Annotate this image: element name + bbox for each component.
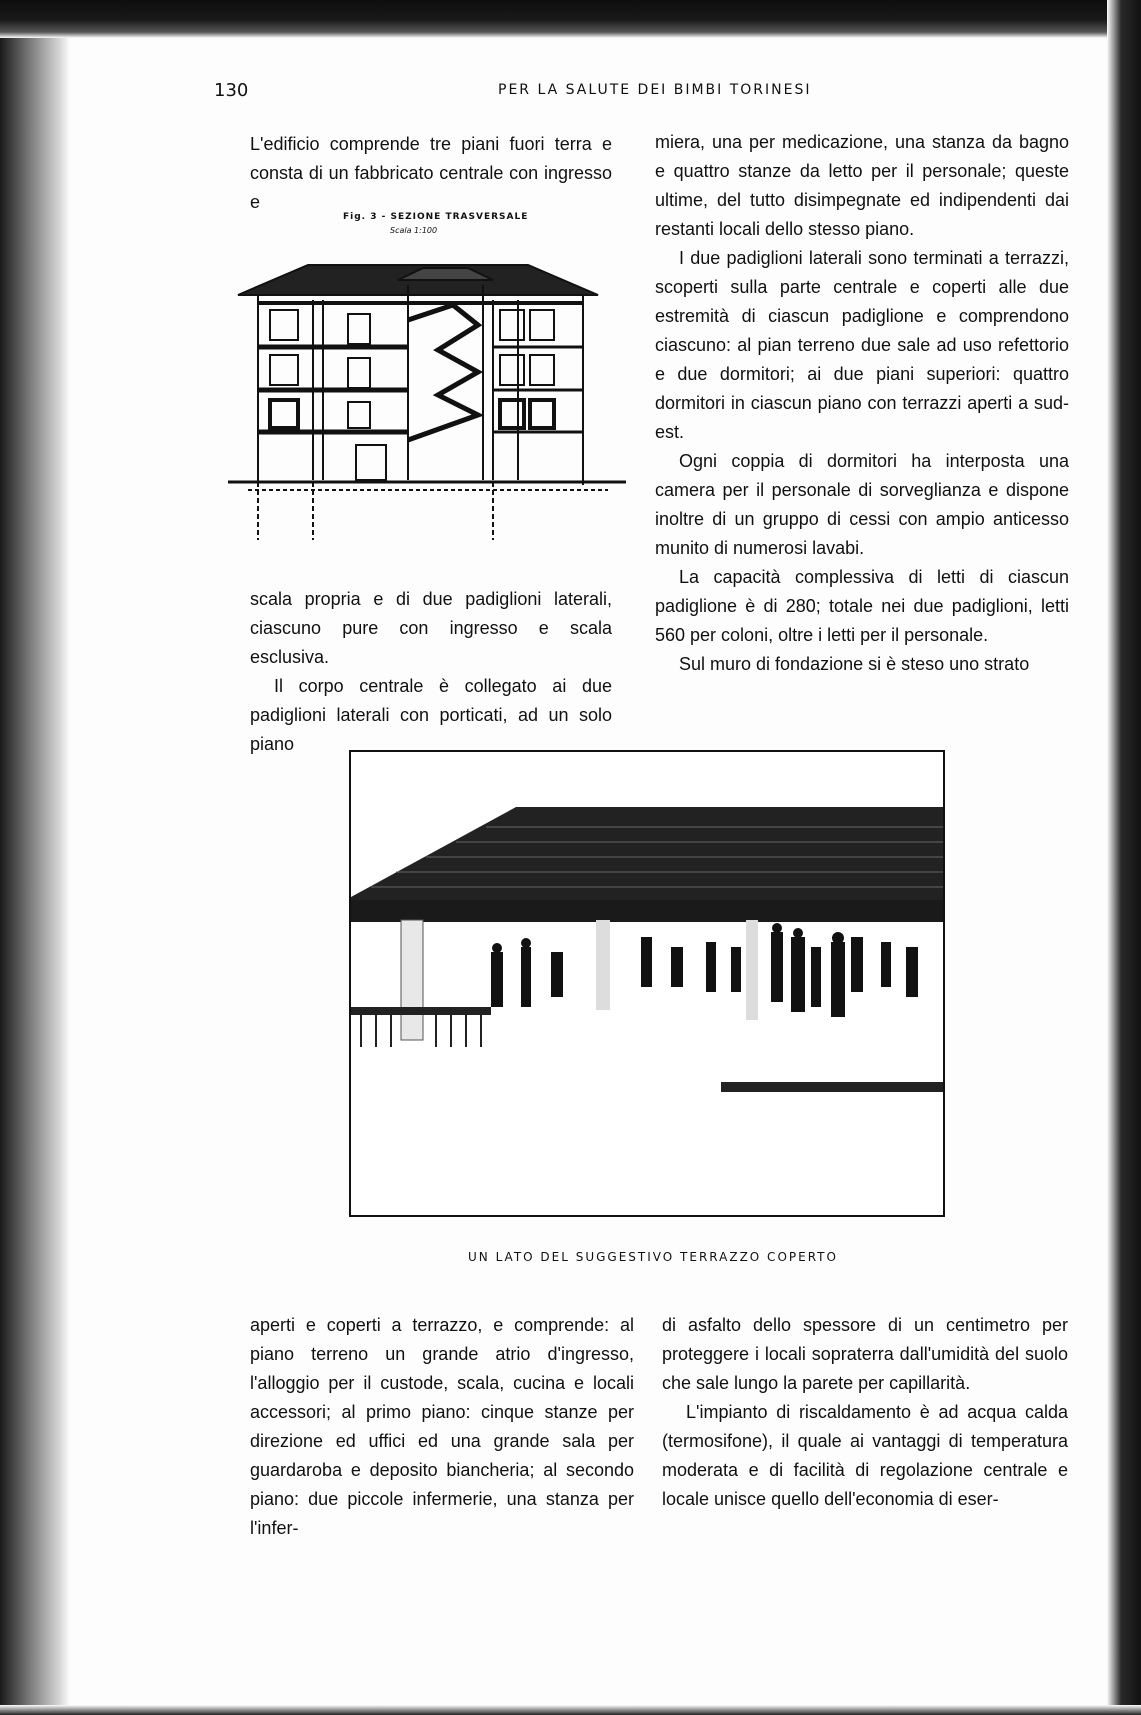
paragraph: L'edificio comprende tre piani fuori terra e consta di un fabbricato centrale con ingresso e: [250, 134, 612, 212]
column-bottom-right: [662, 1311, 1068, 1514]
scan-top-edge: [0, 0, 1141, 38]
paragraph: di asfalto dello spessore di un centimetro per proteggere i locali sopraterra dall'umidità del suolo che sale lungo la parete per capillarità.: [662, 1315, 1068, 1393]
terrace-photo: [349, 750, 945, 1217]
page-number: 130: [214, 80, 249, 101]
scan-right-edge: [1107, 0, 1141, 1715]
paragraph: Sul muro di fondazione si è steso uno strato: [679, 654, 1030, 674]
paragraph: I due padiglioni laterali sono terminati a terrazzi, scoperti sulla parte centrale e coperti alle due estremità di ciascun padiglione e comprendono ciascuno: al pian terreno due sale ad uso refettorio e due dormitori; ai due piani superiori: quattro dormitori in ciascun piano con terrazzi aperti a sud-est.: [655, 248, 1069, 442]
paragraph: La capacità complessiva di letti di ciascun padiglione è di 280; totale nei due padiglioni, letti 560 per coloni, oltre i letti per il personale.: [655, 567, 1069, 645]
page-header: [214, 80, 1070, 102]
scan-bottom-edge: [0, 1705, 1141, 1715]
figure-caption: Fig. 3 - SEZIONE TRASVERSALE: [343, 212, 529, 222]
column-top-left: [250, 130, 612, 217]
paragraph: L'impianto di riscaldamento è ad acqua calda (termosifone), il quale ai vantaggi di temperatura moderata e di facilità di regolazione centrale e locale unisce quello dell'economia di eser-: [662, 1402, 1068, 1509]
column-right: [655, 128, 1069, 679]
column-bottom-left: [250, 1311, 634, 1543]
figure-scale: Scala 1:100: [390, 226, 438, 235]
book-spine-shadow: [0, 0, 70, 1715]
paragraph: aperti e coperti a terrazzo, e comprende: al piano terreno un grande atrio d'ingresso, l'alloggio per il custode, scala, cucina e locali accessori; al primo piano: cinque stanze per direzione ed uffici ed una grande sala per guardaroba e deposito biancheria; al secondo piano: due piccole infermerie, una stanza per l'infer-: [250, 1315, 634, 1538]
paragraph: scala propria e di due padiglioni laterali, ciascuno pure con ingresso e scala esclusiva.: [250, 589, 612, 667]
photo-caption: UN LATO DEL SUGGESTIVO TERRAZZO COPERTO: [468, 1250, 838, 1264]
column-mid-left: [250, 585, 612, 759]
cross-section-drawing: [228, 250, 626, 550]
photo-image: [351, 752, 943, 1215]
paragraph: Il corpo centrale è collegato ai due padiglioni laterali con porticati, ad un solo piano: [250, 676, 612, 754]
paragraph: Ogni coppia di dormitori ha interposta una camera per il personale di sorveglianza e dispone inoltre di un gruppo di cessi con ampio anticesso munito di numerosi lavabi.: [655, 451, 1069, 558]
paragraph: miera, una per medicazione, una stanza da bagno e quattro stanze da letto per il personale; queste ultime, del tutto disimpegnate ed indipendenti dai restanti locali dello stesso piano.: [655, 132, 1069, 239]
running-head: PER LA SALUTE DEI BIMBI TORINESI: [498, 82, 812, 98]
